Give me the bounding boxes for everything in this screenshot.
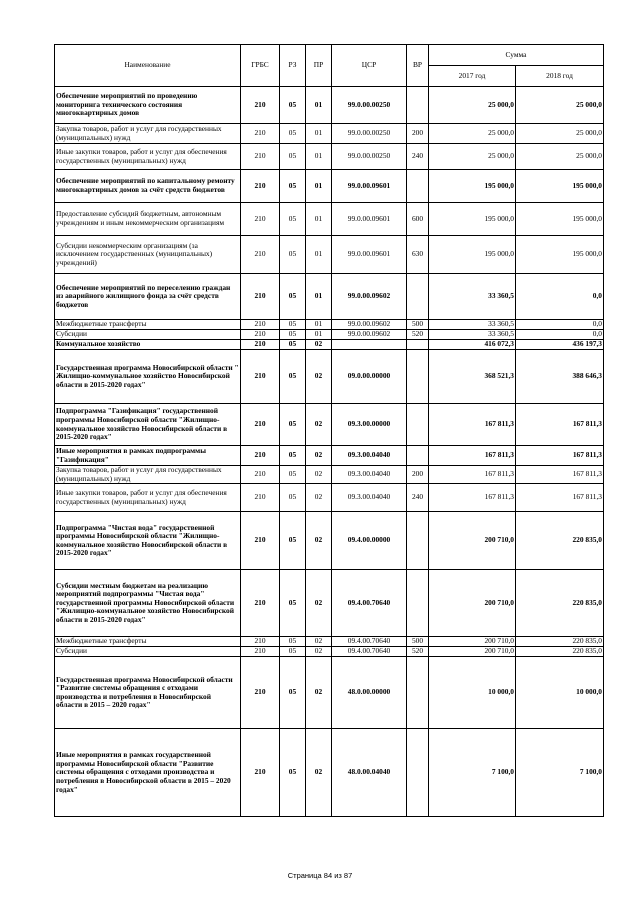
- table-row: [55, 570, 604, 637]
- row-sum-2017: 7 100,0: [429, 729, 516, 817]
- row-sum-2017: 200 710,0: [429, 647, 516, 657]
- header-sum: Сумма: [429, 45, 604, 66]
- row-sum-2017: 195 000,0: [429, 236, 516, 274]
- row-vr: [407, 170, 429, 203]
- row-vr: 500: [407, 637, 429, 647]
- row-rz: 05: [280, 87, 306, 124]
- row-csr: 09.4.00.70640: [332, 570, 407, 637]
- row-name: Иные мероприятия в рамках подпрограммы "Газификация": [55, 446, 241, 466]
- row-name: Субсидии: [55, 647, 241, 657]
- row-sum-2018: 195 000,0: [516, 236, 604, 274]
- row-sum-2018: 25 000,0: [516, 87, 604, 124]
- table-row: [55, 87, 604, 124]
- table-row: [55, 330, 604, 340]
- row-rz: 05: [280, 340, 306, 350]
- row-vr: [407, 87, 429, 124]
- header-pr: ПР: [306, 45, 332, 87]
- row-vr: 520: [407, 647, 429, 657]
- row-pr: 02: [306, 404, 332, 446]
- row-rz: 05: [280, 320, 306, 330]
- row-vr: [407, 657, 429, 729]
- row-grbs: 210: [241, 330, 280, 340]
- row-csr: 99.0.00.09602: [332, 330, 407, 340]
- row-sum-2018: 10 000,0: [516, 657, 604, 729]
- table-row: [55, 404, 604, 446]
- row-sum-2018: 220 835,0: [516, 647, 604, 657]
- row-vr: [407, 570, 429, 637]
- row-sum-2018: 220 835,0: [516, 512, 604, 570]
- row-sum-2018: 25 000,0: [516, 144, 604, 170]
- header-grbs: ГРБС: [241, 45, 280, 87]
- row-name: Субсидии местным бюджетам на реализацию мероприятий подпрограммы "Чистая вода" государственной программы Новосибирской области "Жилищно-коммунальное хозяйство Новосибирской области в 2015-2020 годах": [55, 570, 241, 637]
- row-vr: 600: [407, 203, 429, 236]
- table-row: [55, 203, 604, 236]
- row-vr: 200: [407, 124, 429, 144]
- row-csr: 48.0.00.04040: [332, 729, 407, 817]
- row-pr: 02: [306, 484, 332, 512]
- row-name: Государственная программа Новосибирской области "Развитие системы обращения с отходами производства и потребления в Новосибирской области в 2015 – 2020 годах": [55, 657, 241, 729]
- row-sum-2017: 167 811,3: [429, 466, 516, 484]
- row-grbs: 210: [241, 144, 280, 170]
- row-name: Межбюджетные трансферты: [55, 320, 241, 330]
- row-sum-2017: 200 710,0: [429, 570, 516, 637]
- header-vr: ВР: [407, 45, 429, 87]
- row-pr: 02: [306, 466, 332, 484]
- row-sum-2017: 33 360,5: [429, 274, 516, 320]
- row-csr: 99.0.00.00250: [332, 144, 407, 170]
- table-body: [55, 87, 604, 817]
- row-vr: [407, 350, 429, 404]
- row-csr: 09.3.00.04040: [332, 484, 407, 512]
- table-row: [55, 124, 604, 144]
- row-name: Обеспечение мероприятий по переселению граждан из аварийного жилищного фонда за счёт средств бюджетов: [55, 274, 241, 320]
- row-grbs: 210: [241, 637, 280, 647]
- row-grbs: 210: [241, 647, 280, 657]
- row-pr: 02: [306, 729, 332, 817]
- row-grbs: 210: [241, 570, 280, 637]
- row-vr: [407, 512, 429, 570]
- row-rz: 05: [280, 729, 306, 817]
- table-row: [55, 512, 604, 570]
- row-csr: 09.0.00.00000: [332, 350, 407, 404]
- row-grbs: 210: [241, 404, 280, 446]
- row-grbs: 210: [241, 170, 280, 203]
- row-pr: 02: [306, 657, 332, 729]
- row-sum-2018: 0,0: [516, 274, 604, 320]
- row-pr: 01: [306, 170, 332, 203]
- table-row: [55, 274, 604, 320]
- row-vr: [407, 729, 429, 817]
- row-sum-2017: 25 000,0: [429, 124, 516, 144]
- header-row: [55, 45, 604, 66]
- row-name: Подпрограмма "Газификация" государственной программы Новосибирской области "Жилищно-коммунальное хозяйство Новосибирской области в 2015-2020 годах": [55, 404, 241, 446]
- page-number: Страница 84 из 87: [287, 871, 353, 880]
- row-sum-2017: 33 360,5: [429, 330, 516, 340]
- row-csr: 09.4.00.70640: [332, 647, 407, 657]
- row-grbs: 210: [241, 320, 280, 330]
- row-sum-2018: 167 811,3: [516, 446, 604, 466]
- row-csr: 99.0.00.09602: [332, 274, 407, 320]
- row-rz: 05: [280, 637, 306, 647]
- row-csr: 09.4.00.70640: [332, 637, 407, 647]
- row-sum-2018: 220 835,0: [516, 570, 604, 637]
- row-sum-2017: 167 811,3: [429, 404, 516, 446]
- header-csr: ЦСР: [332, 45, 407, 87]
- row-rz: 05: [280, 647, 306, 657]
- row-sum-2017: 25 000,0: [429, 144, 516, 170]
- row-sum-2017: 416 072,3: [429, 340, 516, 350]
- row-rz: 05: [280, 236, 306, 274]
- row-grbs: 210: [241, 274, 280, 320]
- row-vr: [407, 446, 429, 466]
- row-sum-2017: 200 710,0: [429, 512, 516, 570]
- table-row: [55, 170, 604, 203]
- row-csr: 99.0.00.00250: [332, 87, 407, 124]
- row-name: Субсидии: [55, 330, 241, 340]
- row-vr: 200: [407, 466, 429, 484]
- row-pr: 01: [306, 320, 332, 330]
- row-name: Межбюджетные трансферты: [55, 637, 241, 647]
- row-sum-2017: 10 000,0: [429, 657, 516, 729]
- row-sum-2018: 25 000,0: [516, 124, 604, 144]
- row-csr: 99.0.00.09601: [332, 203, 407, 236]
- row-sum-2018: 388 646,3: [516, 350, 604, 404]
- row-name: Иные мероприятия в рамках государственной программы Новосибирской области "Развитие системы обращения с отходами производства и потребления в Новосибирской области в 2015 – 2020 годах": [55, 729, 241, 817]
- row-grbs: 210: [241, 203, 280, 236]
- table-row: [55, 350, 604, 404]
- row-sum-2018: 220 835,0: [516, 637, 604, 647]
- budget-table: [54, 44, 604, 817]
- row-grbs: 210: [241, 124, 280, 144]
- row-rz: 05: [280, 466, 306, 484]
- row-sum-2018: 195 000,0: [516, 170, 604, 203]
- row-vr: [407, 274, 429, 320]
- row-grbs: 210: [241, 446, 280, 466]
- row-csr: [332, 340, 407, 350]
- row-pr: 02: [306, 637, 332, 647]
- header-2017: 2017 год: [429, 66, 516, 87]
- row-grbs: 210: [241, 350, 280, 404]
- table-row: [55, 466, 604, 484]
- header-2018: 2018 год: [516, 66, 604, 87]
- table-row: [55, 657, 604, 729]
- row-rz: 05: [280, 144, 306, 170]
- row-sum-2017: 368 521,3: [429, 350, 516, 404]
- row-rz: 05: [280, 124, 306, 144]
- row-sum-2017: 167 811,3: [429, 446, 516, 466]
- row-name: Иные закупки товаров, работ и услуг для обеспечения государственных (муниципальных) нужд: [55, 484, 241, 512]
- row-pr: 02: [306, 340, 332, 350]
- row-grbs: 210: [241, 512, 280, 570]
- row-sum-2018: 167 811,3: [516, 484, 604, 512]
- row-pr: 01: [306, 236, 332, 274]
- table-row: [55, 729, 604, 817]
- row-name: Субсидии некоммерческим организациям (за исключением государственных (муниципальных) учреждений): [55, 236, 241, 274]
- row-vr: 240: [407, 484, 429, 512]
- row-vr: [407, 404, 429, 446]
- row-sum-2017: 195 000,0: [429, 170, 516, 203]
- row-rz: 05: [280, 657, 306, 729]
- row-sum-2018: 436 197,3: [516, 340, 604, 350]
- row-rz: 05: [280, 274, 306, 320]
- row-grbs: 210: [241, 340, 280, 350]
- row-vr: 240: [407, 144, 429, 170]
- row-name: Подпрограмма "Чистая вода" государственной программы Новосибирской области "Жилищно-коммунальное хозяйство Новосибирской области в 2015-2020 годах": [55, 512, 241, 570]
- row-sum-2017: 195 000,0: [429, 203, 516, 236]
- row-name: Иные закупки товаров, работ и услуг для обеспечения государственных (муниципальных) нужд: [55, 144, 241, 170]
- table-row: [55, 340, 604, 350]
- row-rz: 05: [280, 330, 306, 340]
- row-sum-2018: 167 811,3: [516, 466, 604, 484]
- row-pr: 01: [306, 203, 332, 236]
- row-vr: [407, 340, 429, 350]
- header-name: Наименование: [55, 45, 241, 87]
- row-csr: 99.0.00.09601: [332, 236, 407, 274]
- row-rz: 05: [280, 484, 306, 512]
- table-row: [55, 144, 604, 170]
- table-row: [55, 647, 604, 657]
- row-rz: 05: [280, 404, 306, 446]
- row-pr: 01: [306, 144, 332, 170]
- row-pr: 02: [306, 512, 332, 570]
- row-csr: 99.0.00.09601: [332, 170, 407, 203]
- row-csr: 09.3.00.00000: [332, 404, 407, 446]
- row-grbs: 210: [241, 729, 280, 817]
- row-rz: 05: [280, 512, 306, 570]
- row-pr: 01: [306, 124, 332, 144]
- row-name: Коммунальное хозяйство: [55, 340, 241, 350]
- row-sum-2018: 7 100,0: [516, 729, 604, 817]
- row-name: Предоставление субсидий бюджетным, автономным учреждениям и иным некоммерческим организациям: [55, 203, 241, 236]
- table-row: [55, 446, 604, 466]
- row-pr: 02: [306, 350, 332, 404]
- row-rz: 05: [280, 350, 306, 404]
- row-grbs: 210: [241, 484, 280, 512]
- row-csr: 99.0.00.09602: [332, 320, 407, 330]
- row-csr: 99.0.00.00250: [332, 124, 407, 144]
- header-rz: РЗ: [280, 45, 306, 87]
- row-sum-2018: 195 000,0: [516, 203, 604, 236]
- row-pr: 01: [306, 87, 332, 124]
- row-csr: 48.0.00.00000: [332, 657, 407, 729]
- row-pr: 01: [306, 330, 332, 340]
- row-csr: 09.3.00.04040: [332, 446, 407, 466]
- row-grbs: 210: [241, 466, 280, 484]
- row-rz: 05: [280, 203, 306, 236]
- row-vr: 630: [407, 236, 429, 274]
- table-row: [55, 637, 604, 647]
- row-grbs: 210: [241, 87, 280, 124]
- row-pr: 02: [306, 570, 332, 637]
- row-name: Закупка товаров, работ и услуг для государственных (муниципальных) нужд: [55, 466, 241, 484]
- row-sum-2018: 0,0: [516, 330, 604, 340]
- row-rz: 05: [280, 446, 306, 466]
- row-sum-2017: 200 710,0: [429, 637, 516, 647]
- row-pr: 02: [306, 647, 332, 657]
- row-csr: 09.4.00.00000: [332, 512, 407, 570]
- row-rz: 05: [280, 570, 306, 637]
- row-sum-2017: 33 360,5: [429, 320, 516, 330]
- table-row: [55, 320, 604, 330]
- row-pr: 01: [306, 274, 332, 320]
- table-row: [55, 484, 604, 512]
- row-name: Закупка товаров, работ и услуг для государственных (муниципальных) нужд: [55, 124, 241, 144]
- row-vr: 520: [407, 330, 429, 340]
- row-sum-2017: 167 811,3: [429, 484, 516, 512]
- table-row: [55, 236, 604, 274]
- row-vr: 500: [407, 320, 429, 330]
- row-name: Государственная программа Новосибирской области " Жилищно-коммунальное хозяйство Новосибирской области в 2015-2020 годах": [55, 350, 241, 404]
- row-rz: 05: [280, 170, 306, 203]
- row-sum-2018: 167 811,3: [516, 404, 604, 446]
- row-pr: 02: [306, 446, 332, 466]
- row-sum-2018: 0,0: [516, 320, 604, 330]
- row-grbs: 210: [241, 657, 280, 729]
- row-name: Обеспечение мероприятий по капитальному ремонту многоквартирных домов за счёт средств бюджетов: [55, 170, 241, 203]
- row-name: Обеспечение мероприятий по проведению мониторинга технического состояния многоквартирных домов: [55, 87, 241, 124]
- row-sum-2017: 25 000,0: [429, 87, 516, 124]
- row-grbs: 210: [241, 236, 280, 274]
- row-csr: 09.3.00.04040: [332, 466, 407, 484]
